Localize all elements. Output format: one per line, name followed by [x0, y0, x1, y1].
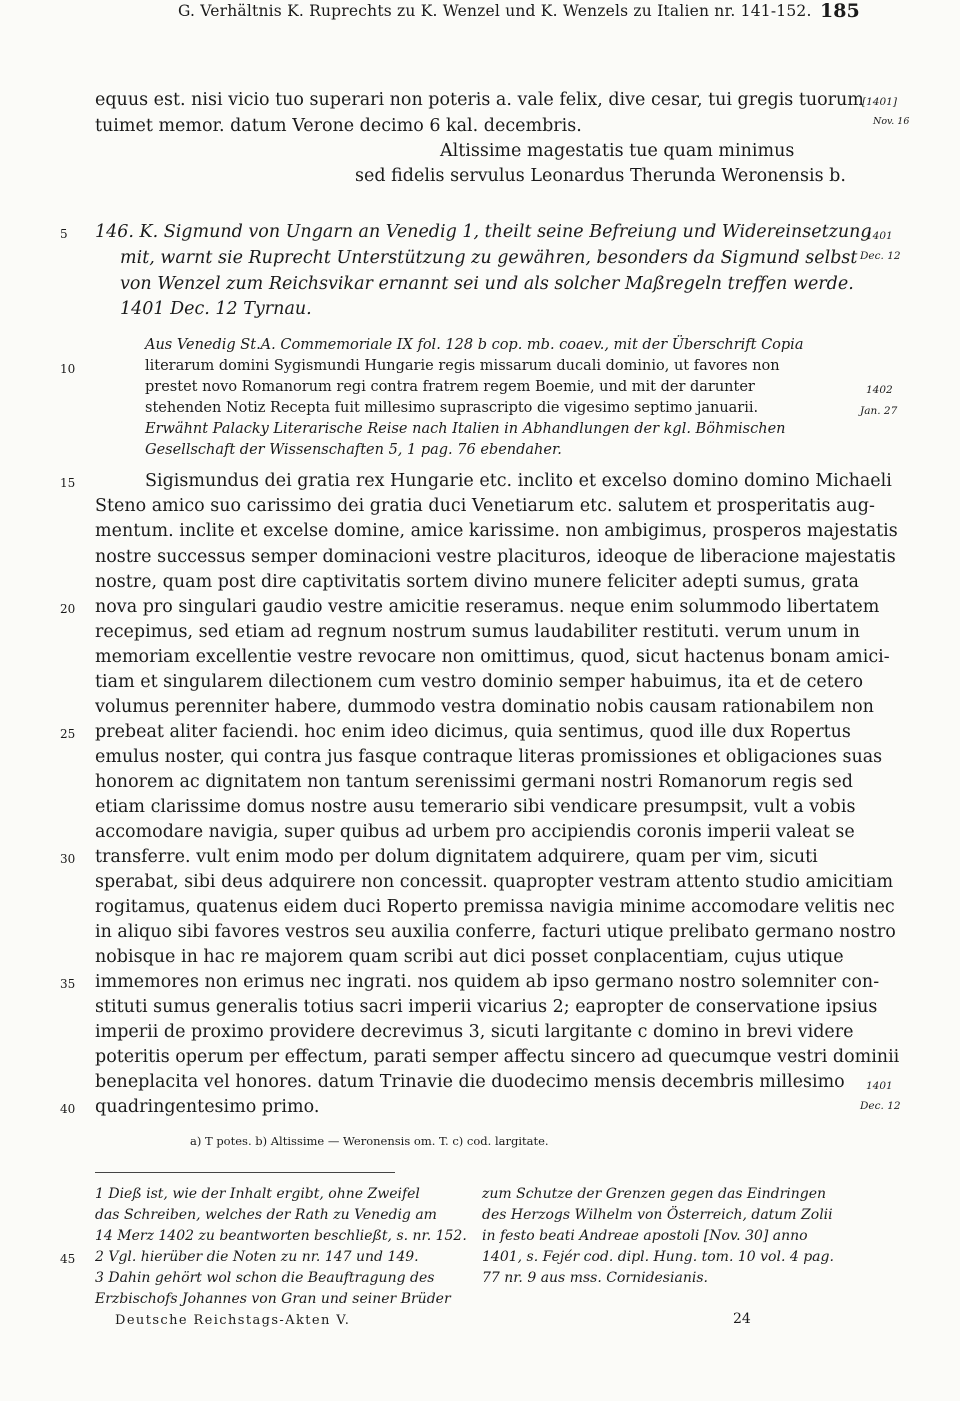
doc-heading-line: 146. K. Sigmund von Ungarn an Venedig 1, theilt seine Befreiung und Widereinsetzung [95, 222, 872, 242]
footnote-line: 1 Dieß ist, wie der Inhalt ergibt, ohne Zweifel [95, 1186, 420, 1202]
body-line: memoriam excellentie vestre revocare non omittimus, quod, sicut hactenus bonam amici- [95, 647, 890, 667]
body-line: stituti sumus generalis totius sacri imperii vicarius 2; eapropter de conservatione ipsius [95, 997, 878, 1017]
running-title: G. Verhältnis K. Ruprechts zu K. Wenzel und K. Wenzels zu Italien nr. 141-152. [178, 2, 812, 20]
margin-date: Dec. 12 [860, 250, 901, 262]
text-line: tuimet memor. datum Verone decimo 6 kal. decembris. [95, 116, 582, 136]
signature-number: 24 [733, 1311, 751, 1327]
margin-date: Dec. 12 [860, 1100, 901, 1112]
body-line: immemores non erimus nec ingrati. nos quidem ab ipso germano nostro solemniter con- [95, 972, 880, 992]
footnote-rule [95, 1172, 395, 1173]
footnote-line: des Herzogs Wilhelm von Österreich, datum Zolii [482, 1207, 833, 1223]
footnote-line: das Schreiben, welches der Rath zu Venedig am [95, 1207, 437, 1223]
footnote-line: 14 Merz 1402 zu beantworten beschließt, s. nr. 152. [95, 1228, 467, 1244]
source-note-line: Gesellschaft der Wissenschaften 5, 1 pag. 76 ebendaher. [145, 442, 562, 458]
body-line: etiam clarissime domus nostre ausu temerario sibi vendicare presumpsit, vult a vobis [95, 797, 856, 817]
footnote-line: 77 nr. 9 aus mss. Cornidesianis. [482, 1270, 708, 1286]
body-line: nostre, quam post dire captivitatis sortem divino munere feliciter adepti sumus, grata [95, 572, 859, 592]
margin-date: 1402 [866, 384, 893, 396]
body-line: Steno amico suo carissimo dei gratia duci Venetiarum etc. salutem et prosperitatis aug- [95, 496, 875, 516]
body-line: accomodare navigia, super quibus ad urbem pro accipiendis coronis imperii valeat se [95, 822, 855, 842]
source-note-line: prestet novo Romanorum regi contra fratrem regem Boemie, und mit der darunter [145, 379, 755, 395]
source-note-line: stehenden Notiz Recepta fuit millesimo suprascripto die vigesimo septimo januarii. [145, 400, 759, 416]
body-line: Sigismundus dei gratia rex Hungarie etc. inclito et excelso domino domino Michaeli [145, 471, 892, 491]
footnote-line: zum Schutze der Grenzen gegen das Eindringen [482, 1186, 827, 1202]
body-line: beneplacita vel honores. datum Trinavie die duodecimo mensis decembris millesimo [95, 1072, 845, 1092]
doc-heading-line: von Wenzel zum Reichsvikar ernannt sei und als solcher Maßregeln treffen werde. [120, 274, 854, 294]
doc-heading-line: mit, warnt sie Ruprecht Unterstützung zu gewähren, besonders da Sigmund selbst [120, 248, 858, 268]
margin-date: 1401 [866, 230, 893, 242]
body-line: honorem ac dignitatem non tantum serenissimi germani nostri Romanorum regis sed [95, 772, 853, 792]
body-line: poteritis operum per effectum, parati semper affectu sincero ad quecumque vestri dominii [95, 1047, 900, 1067]
source-note-line: Aus Venedig St.A. Commemoriale IX fol. 128 b cop. mb. coaev., mit der Überschrift Copia [145, 337, 804, 353]
body-line: rogitamus, quatenus eidem duci Roperto premissa navigia minime accomodare velitis nec [95, 897, 895, 917]
closing-line: Altissime magestatis tue quam minimus [440, 141, 795, 161]
body-line: nova pro singulari gaudio vestre amicitie reseramus. neque enim solummodo libertatem [95, 597, 880, 617]
footnote-line: Erzbischofs Johannes von Gran und seiner Brüder [95, 1291, 451, 1307]
body-line: tiam et singularem dilectionem cum vestro dominio semper habuimus, ita et de cetero [95, 672, 864, 692]
body-line: transferre. vult enim modo per dolum dignitatem adquirere, quam per vim, sicuti [95, 847, 818, 867]
printer-signature: Deutsche Reichstags-Akten V. [115, 1313, 351, 1328]
footnote-line: in festo beati Andreae apostoli [Nov. 30] anno [482, 1228, 808, 1244]
line-number: 25 [60, 727, 76, 741]
body-line: in aliquo sibi favores vestros seu auxilia conferre, facturi utique prelibato germano nostro [95, 922, 896, 942]
margin-date: [1401] [862, 96, 897, 108]
text-line: equus est. nisi vicio tuo superari non poteris a. vale felix, dive cesar, tui gregis tuorum [95, 90, 864, 110]
running-header [0, 0, 960, 24]
variant-apparatus: a) T potes. b) Altissime — Weronensis om. T. c) cod. largitate. [190, 1134, 549, 1148]
footnote-line: 3 Dahin gehört wol schon die Beauftragung des [95, 1270, 435, 1286]
body-line: recepimus, sed etiam ad regnum nostrum sumus laudabiliter restituti. verum unum in [95, 622, 860, 642]
source-note-line: literarum domini Sygismundi Hungarie regis missarum ducali dominio, ut favores non [145, 358, 780, 374]
body-line: quadringentesimo primo. [95, 1097, 320, 1117]
page-number: 185 [820, 0, 860, 22]
line-number: 5 [60, 227, 68, 241]
source-note-line: Erwähnt Palacky Literarische Reise nach Italien in Abhandlungen der kgl. Böhmischen [145, 421, 786, 437]
body-line: emulus noster, qui contra jus fasque contraque literas promissiones et obligaciones suas [95, 747, 883, 767]
body-line: mentum. inclite et excelse domine, amice karissime. non ambigimus, prosperos majestatis [95, 521, 898, 541]
footnote-line: 2 Vgl. hierüber die Noten zu nr. 147 und 149. [95, 1249, 419, 1265]
margin-date: 1401 [866, 1080, 893, 1092]
body-line: prebeat aliter faciendi. hoc enim ideo dicimus, quia sentimus, quod ille dux Ropertus [95, 722, 851, 742]
line-number: 45 [60, 1252, 76, 1266]
body-line: nobisque in hac re majorem quam scribi aut dici posset conplacentiam, cujus utique [95, 947, 844, 967]
body-line: imperii de proximo providere decrevimus 3, sicuti largitante c domino in brevi videre [95, 1022, 854, 1042]
margin-date: Jan. 27 [860, 405, 898, 417]
line-number: 40 [60, 1102, 76, 1116]
body-line: volumus perenniter habere, dummodo vestra dominatio nobis causam rationabilem non [95, 697, 874, 717]
line-number: 20 [60, 602, 76, 616]
closing-signature: sed fidelis servulus Leonardus Therunda Weronensis b. [355, 166, 846, 186]
line-number: 10 [60, 362, 76, 376]
body-line: sperabat, sibi deus adquirere non concessit. quapropter vestram attento studio amicitiam [95, 872, 894, 892]
margin-date: Nov. 16 [873, 116, 910, 127]
doc-heading-line: 1401 Dec. 12 Tyrnau. [120, 299, 312, 319]
line-number: 15 [60, 476, 76, 490]
line-number: 35 [60, 977, 76, 991]
body-line: nostre successus semper dominacioni vestre placituros, ideoque de liberacione majestatis [95, 547, 896, 567]
footnote-line: 1401, s. Fejér cod. dipl. Hung. tom. 10 vol. 4 pag. [482, 1249, 834, 1265]
line-number: 30 [60, 852, 76, 866]
